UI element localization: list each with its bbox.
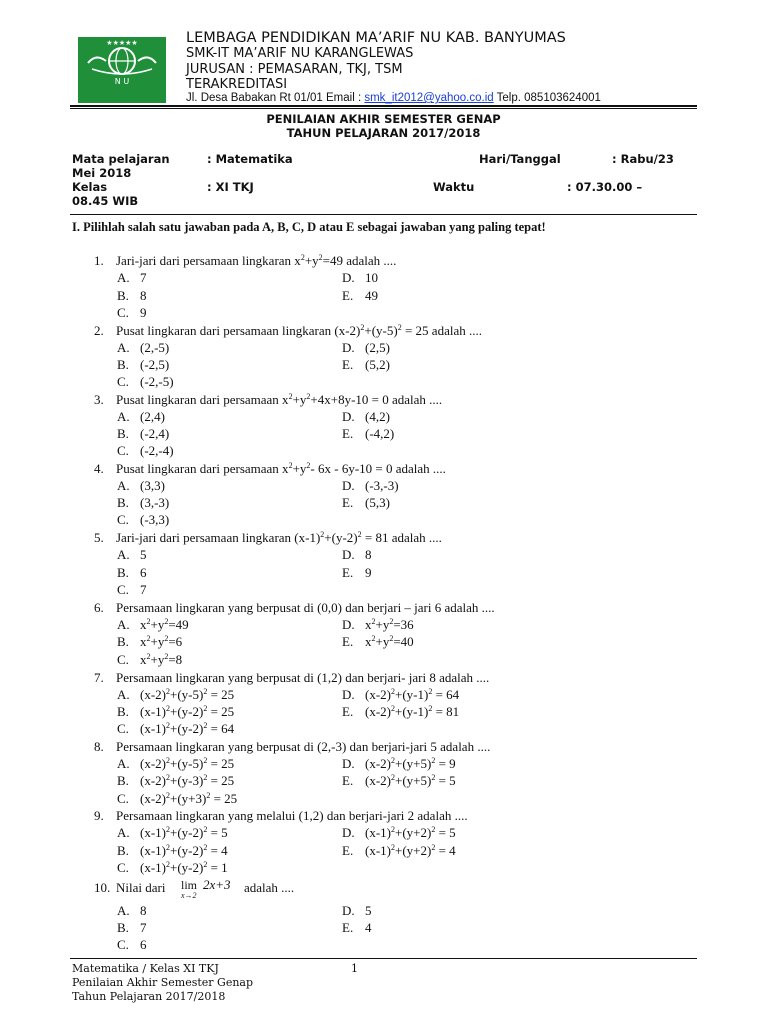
svg-text:N U: N U bbox=[114, 77, 130, 86]
question-number: 2. bbox=[94, 323, 104, 338]
day-value: : Rabu/23 bbox=[612, 152, 674, 166]
option-a[interactable]: A. (2,-5) bbox=[117, 340, 170, 355]
question-number: 5. bbox=[94, 530, 104, 545]
footer-year: Tahun Pelajaran 2017/2018 bbox=[72, 990, 226, 1003]
option-a[interactable]: A. $(x-1)^2+(y-2)^2 = 5$ bbox=[117, 825, 228, 840]
class-label: Kelas bbox=[72, 180, 108, 194]
option-b[interactable]: B. 6 bbox=[117, 565, 147, 580]
option-a[interactable]: A. $(x-2)^2+(y-5)^2 = 25$ bbox=[117, 756, 235, 771]
question-number: 10. bbox=[94, 880, 111, 895]
limit-subscript: x→2 bbox=[181, 891, 197, 900]
option-d[interactable]: D. 8 bbox=[342, 547, 372, 562]
subject-value: : Matematika bbox=[207, 152, 293, 166]
option-a[interactable]: A. (3,3) bbox=[117, 478, 165, 493]
option-e[interactable]: E. $(x-2)^2+(y+5)^2 = 5$ bbox=[342, 773, 456, 788]
subject-label: Mata pelajaran bbox=[72, 152, 170, 166]
globe-emblem-icon bbox=[78, 37, 166, 87]
option-d[interactable]: D. $x^2+y^2=36$ bbox=[342, 617, 414, 632]
email-link[interactable]: smk_it2012@yahoo.co.id bbox=[364, 92, 494, 104]
option-c[interactable]: C. (-3,3) bbox=[117, 512, 170, 527]
option-b[interactable]: B. (-2,5) bbox=[117, 357, 170, 372]
option-b[interactable]: B. $(x-1)^2+(y-2)^2 = 4$ bbox=[117, 843, 228, 858]
question-number: 1. bbox=[94, 253, 104, 268]
question-text: Pusat lingkaran dari persamaan $x^2+y^2+4x+8y-10 = 0$ adalah .... bbox=[116, 392, 443, 407]
question-text: Persamaan lingkaran yang berpusat di (2,-3) dan berjari-jari 5 adalah .... bbox=[116, 739, 491, 754]
option-a[interactable]: A. 8 bbox=[117, 903, 147, 918]
question-number: 8. bbox=[94, 739, 104, 754]
option-e[interactable]: E. (5,2) bbox=[342, 357, 390, 372]
option-c[interactable]: C. (-2,-5) bbox=[117, 374, 174, 389]
option-d[interactable]: D. (2,5) bbox=[342, 340, 390, 355]
footer-exam: Penilaian Akhir Semester Genap bbox=[72, 976, 254, 989]
question-text-suffix: adalah .... bbox=[244, 880, 295, 895]
phone-text: Telp. 085103624001 bbox=[493, 92, 601, 104]
footer-subject: Matematika / Kelas XI TKJ bbox=[72, 962, 219, 975]
question-number: 7. bbox=[94, 670, 104, 685]
academic-year: TAHUN PELAJARAN 2017/2018 bbox=[286, 126, 481, 140]
letterhead-rule-thin bbox=[70, 108, 697, 109]
option-b[interactable]: B. (3,-3) bbox=[117, 495, 170, 510]
limit-function: 2x+3 bbox=[203, 877, 231, 892]
option-d[interactable]: D. (4,2) bbox=[342, 409, 390, 424]
page-number: 1 bbox=[351, 962, 358, 975]
option-e[interactable]: E. (-4,2) bbox=[342, 426, 395, 441]
question-text: Persamaan lingkaran yang melalui (1,2) dan berjari-jari 2 adalah .... bbox=[116, 808, 468, 823]
day-value-cont: Mei 2018 bbox=[72, 166, 132, 180]
svg-text:★★★★★: ★★★★★ bbox=[106, 39, 138, 47]
option-c[interactable]: C. 7 bbox=[117, 582, 147, 597]
option-e[interactable]: E. $(x-2)^2+(y-1)^2 = 81$ bbox=[342, 704, 460, 719]
option-c[interactable]: C. $(x-1)^2+(y-2)^2 = 64$ bbox=[117, 721, 235, 736]
option-a[interactable]: A. 5 bbox=[117, 547, 147, 562]
question-text: Jari-jari dari persamaan lingkaran $(x-1)^2+(y-2)^2 = 81$ adalah .... bbox=[116, 530, 442, 545]
question-text: Jari-jari dari persamaan lingkaran $x^2+y^2=49$ adalah .... bbox=[116, 253, 397, 268]
option-e[interactable]: E. $(x-1)^2+(y+2)^2 = 4$ bbox=[342, 843, 456, 858]
option-b[interactable]: B. $x^2+y^2=6$ bbox=[117, 634, 183, 649]
option-c[interactable]: C. $(x-1)^2+(y-2)^2 = 1$ bbox=[117, 860, 228, 875]
accreditation: TERAKREDITASI bbox=[186, 77, 288, 92]
address-line bbox=[186, 92, 601, 104]
option-b[interactable]: B. $(x-2)^2+(y-3)^2 = 25$ bbox=[117, 773, 235, 788]
option-c[interactable]: C. 9 bbox=[117, 305, 147, 320]
option-b[interactable]: B. $(x-1)^2+(y-2)^2 = 25$ bbox=[117, 704, 235, 719]
time-value: : 07.30.00 – bbox=[567, 180, 643, 194]
option-d[interactable]: D. $(x-1)^2+(y+2)^2 = 5$ bbox=[342, 825, 456, 840]
exam-title: PENILAIAN AKHIR SEMESTER GENAP bbox=[266, 112, 501, 126]
instruction: I. Pilihlah salah satu jawaban pada A, B, C, D atau E sebagai jawaban yang paling tepat! bbox=[72, 220, 546, 234]
option-e[interactable]: E. 49 bbox=[342, 288, 378, 303]
option-c[interactable]: C. $(x-2)^2+(y+3)^2 = 25$ bbox=[117, 791, 238, 806]
option-e[interactable]: E. 9 bbox=[342, 565, 372, 580]
option-c[interactable]: C. $x^2+y^2=8$ bbox=[117, 652, 183, 667]
question-text: Pusat lingkaran dari persamaan $x^2+y^2-$ 6x - 6y-10 = 0 adalah .... bbox=[116, 461, 446, 476]
question-number: 6. bbox=[94, 600, 104, 615]
question-number: 4. bbox=[94, 461, 104, 476]
option-d[interactable]: D. 5 bbox=[342, 903, 372, 918]
option-a[interactable]: A. $x^2+y^2=49$ bbox=[117, 617, 189, 632]
option-a[interactable]: A. $(x-2)^2+(y-5)^2 = 25$ bbox=[117, 687, 235, 702]
option-d[interactable]: D. (-3,-3) bbox=[342, 478, 399, 493]
question-text: Pusat lingkaran dari persamaan lingkaran $(x-2)^2+(y-5)^2 = 25$ adalah .... bbox=[116, 323, 482, 338]
question-number: 9. bbox=[94, 808, 104, 823]
question-text-prefix: Nilai dari bbox=[116, 880, 166, 895]
option-b[interactable]: B. 8 bbox=[117, 288, 147, 303]
institution-name: LEMBAGA PENDIDIKAN MA’ARIF NU KAB. BANYUMAS bbox=[186, 30, 566, 46]
departments: JURUSAN : PEMASARAN, TKJ, TSM bbox=[186, 62, 403, 77]
question-number: 3. bbox=[94, 392, 104, 407]
address-text: Jl. Desa Babakan Rt 01/01 Email : bbox=[186, 92, 365, 104]
option-b[interactable]: B. (-2,4) bbox=[117, 426, 170, 441]
option-e[interactable]: E. $x^2+y^2=40$ bbox=[342, 634, 414, 649]
school-name: SMK-IT MA’ARIF NU KARANGLEWAS bbox=[186, 46, 414, 61]
option-d[interactable]: D. 10 bbox=[342, 270, 378, 285]
option-a[interactable]: A. (2,4) bbox=[117, 409, 165, 424]
option-d[interactable]: D. $(x-2)^2+(y-1)^2 = 64$ bbox=[342, 687, 460, 702]
option-b[interactable]: B. 7 bbox=[117, 920, 147, 935]
option-c[interactable]: C. (-2,-4) bbox=[117, 443, 174, 458]
option-e[interactable]: E. (5,3) bbox=[342, 495, 390, 510]
footer-rule bbox=[70, 958, 697, 959]
option-d[interactable]: D. $(x-2)^2+(y+5)^2 = 9$ bbox=[342, 756, 456, 771]
option-c[interactable]: C. 6 bbox=[117, 937, 147, 952]
info-rule bbox=[70, 214, 697, 215]
letterhead-rule-thick bbox=[70, 105, 697, 107]
time-value-cont: 08.45 WIB bbox=[72, 194, 139, 208]
option-a[interactable]: A. 7 bbox=[117, 270, 147, 285]
question-text: Persamaan lingkaran yang berpusat di (0,0) dan berjari – jari 6 adalah .... bbox=[116, 600, 495, 615]
option-e[interactable]: E. 4 bbox=[342, 920, 372, 935]
time-label: Waktu bbox=[433, 180, 475, 194]
logo-caption: LP MA'ARIF NU bbox=[85, 88, 159, 99]
day-label: Hari/Tanggal bbox=[479, 152, 561, 166]
limit-operator: lim bbox=[181, 878, 198, 892]
class-value: : XI TKJ bbox=[207, 180, 254, 194]
question-text: Persamaan lingkaran yang berpusat di (1,2) dan berjari- jari 8 adalah .... bbox=[116, 670, 490, 685]
